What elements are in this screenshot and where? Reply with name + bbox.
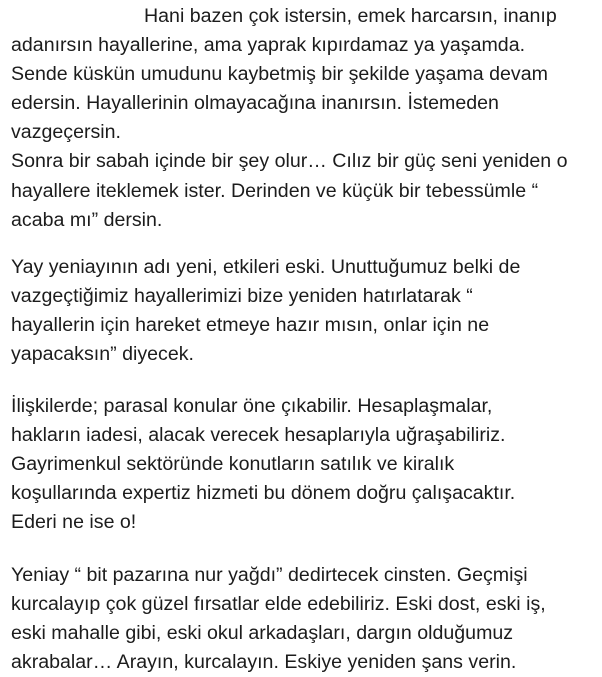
text-line: Hani bazen çok istersin, emek harcarsın, inanıp: [144, 5, 557, 27]
text-line: hayallerin için hareket etmeye hazır mısın, onlar için ne: [11, 314, 490, 337]
text-line: acaba mı” dersin.: [11, 208, 163, 231]
text-line: kurcalayıp çok güzel fırsatlar elde edebiliriz. Eski dost, eski iş,: [11, 593, 546, 616]
text-line: adanırsın hayallerine, ama yaprak kıpırdamaz ya yaşamda.: [11, 34, 526, 57]
paragraph-relationships: [11, 392, 596, 537]
text-line: vazgeçtiğimiz hayallerimizi bize yeniden hatırlatarak “: [11, 285, 473, 308]
text-line: Yeniay “ bit pazarına nur yağdı” dedirtecek cinsten. Geçmişi: [11, 564, 528, 586]
text-line: eski mahalle gibi, eski okul arkadaşları, dargın olduğumuz: [11, 622, 514, 645]
paragraph-intro: [11, 2, 596, 235]
text-line: Gayrimenkul sektöründe konutların satılık ve kiralık: [11, 453, 455, 476]
text-line: vazgeçersin.: [11, 121, 121, 144]
text-line: Ederi ne ise o!: [11, 511, 137, 534]
text-line: koşullarında expertiz hizmeti bu dönem doğru çalışacaktır.: [11, 482, 516, 505]
text-line: hakların iadesi, alacak verecek hesaplarıyla uğraşabiliriz.: [11, 424, 506, 447]
text-line: yapacaksın” diyecek.: [11, 343, 194, 366]
paragraph-new-moon: [11, 253, 596, 369]
paragraph-flea-market: [11, 561, 596, 677]
text-line: Sonra bir sabah içinde bir şey olur… Cılız bir güç seni yeniden o: [11, 150, 568, 173]
text-line: edersin. Hayallerinin olmayacağına inanırsın. İstemeden: [11, 92, 499, 115]
text-line: akrabalar… Arayın, kurcalayın. Eskiye yeniden şans verin.: [11, 651, 517, 674]
text-line: hayallere iteklemek ister. Derinden ve küçük bir tebessümle “: [11, 179, 539, 202]
text-line: Yay yeniayının adı yeni, etkileri eski. Unuttuğumuz belki de: [11, 256, 521, 278]
text-line: Sende küskün umudunu kaybetmiş bir şekilde yaşama devam: [11, 63, 548, 86]
text-line: İlişkilerde; parasal konular öne çıkabilir. Hesaplaşmalar,: [11, 395, 493, 417]
